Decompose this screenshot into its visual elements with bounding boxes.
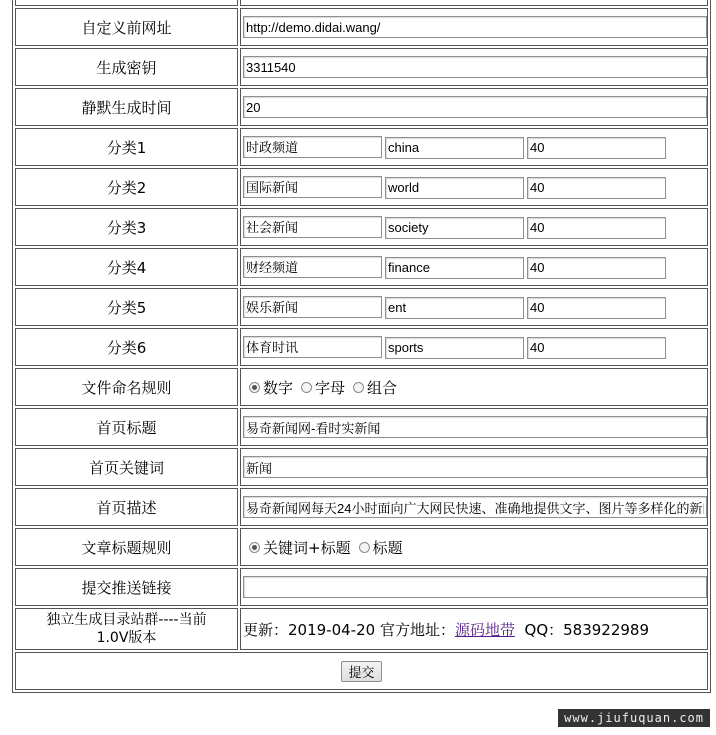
article-title-rule-radio-group	[243, 537, 707, 558]
top-row	[15, 0, 708, 6]
gen-key-input[interactable]	[243, 56, 707, 78]
naming-rule-option-digits[interactable]: 数字	[249, 377, 293, 398]
top-label-cell	[15, 0, 238, 6]
category-2-label: 分类2	[15, 168, 238, 206]
row-silent-time	[15, 88, 708, 126]
category-6-slug-input[interactable]	[385, 337, 524, 359]
settings-table	[12, 0, 711, 693]
radio-selected-icon[interactable]	[249, 382, 260, 393]
home-title-input[interactable]	[243, 416, 707, 438]
category-1-name-input[interactable]	[243, 136, 382, 158]
naming-rule-radio-group	[243, 377, 707, 398]
radio-unselected-icon[interactable]	[353, 382, 364, 393]
row-category-3	[15, 208, 708, 246]
category-6-count-input[interactable]	[527, 337, 666, 359]
home-title-label: 首页标题	[15, 408, 238, 446]
submit-button[interactable]: 提交	[341, 661, 381, 682]
home-keywords-input[interactable]	[243, 456, 707, 478]
category-5-slug-input[interactable]	[385, 297, 524, 319]
category-1-slug-input[interactable]	[385, 137, 524, 159]
naming-rule-option-combined[interactable]: 组合	[353, 377, 397, 398]
category-5-count-input[interactable]	[527, 297, 666, 319]
title-rule-option-title[interactable]: 标题	[359, 537, 403, 558]
footer-label-line1: 独立生成目录站群----当前	[46, 612, 207, 628]
article-title-rule-label: 文章标题规则	[15, 528, 238, 566]
row-home-keywords	[15, 448, 708, 486]
update-text: 更新：2019-04-20 官方地址：	[243, 620, 455, 639]
row-article-title-rule	[15, 528, 708, 566]
row-category-6	[15, 328, 708, 366]
row-gen-key	[15, 48, 708, 86]
qq-text: QQ：583922989	[524, 620, 650, 639]
category-3-name-input[interactable]	[243, 216, 382, 238]
row-category-2	[15, 168, 708, 206]
category-3-slug-input[interactable]	[385, 217, 524, 239]
category-4-count-input[interactable]	[527, 257, 666, 279]
settings-form	[12, 0, 711, 693]
official-site-link[interactable]: 源码地带	[454, 620, 515, 639]
push-link-input[interactable]	[243, 576, 707, 598]
row-home-title	[15, 408, 708, 446]
row-home-desc	[15, 488, 708, 526]
push-link-label: 提交推送链接	[15, 568, 238, 606]
category-5-name-input[interactable]	[243, 296, 382, 318]
category-4-label: 分类4	[15, 248, 238, 286]
naming-rule-option-letters[interactable]: 字母	[301, 377, 345, 398]
category-1-count-input[interactable]	[527, 137, 666, 159]
prefix-url-input[interactable]	[243, 16, 707, 38]
category-6-label: 分类6	[15, 328, 238, 366]
category-5-label: 分类5	[15, 288, 238, 326]
row-naming-rule	[15, 368, 708, 406]
row-category-5	[15, 288, 708, 326]
category-1-label: 分类1	[15, 128, 238, 166]
row-push-link	[15, 568, 708, 606]
category-4-slug-input[interactable]	[385, 257, 524, 279]
footer-label	[15, 608, 238, 650]
gen-key-label: 生成密钥	[15, 48, 238, 86]
top-field-cell	[240, 0, 708, 6]
home-keywords-label: 首页关键词	[15, 448, 238, 486]
naming-rule-label: 文件命名规则	[15, 368, 238, 406]
row-category-4	[15, 248, 708, 286]
category-6-name-input[interactable]	[243, 336, 382, 358]
category-4-name-input[interactable]	[243, 256, 382, 278]
silent-time-label: 静默生成时间	[15, 88, 238, 126]
silent-time-input[interactable]	[243, 96, 707, 118]
row-submit	[15, 652, 708, 690]
prefix-url-label: 自定义前网址	[15, 8, 238, 46]
title-rule-option-keyword-title[interactable]: 关键词+标题	[249, 537, 351, 558]
watermark: www.jiufuquan.com	[558, 709, 710, 727]
footer-info	[240, 608, 708, 650]
row-category-1	[15, 128, 708, 166]
submit-cell	[15, 652, 708, 690]
category-2-name-input[interactable]	[243, 176, 382, 198]
footer-label-line2: 1.0V版本	[96, 630, 157, 646]
radio-unselected-icon[interactable]	[359, 542, 370, 553]
home-desc-label: 首页描述	[15, 488, 238, 526]
home-desc-input[interactable]	[243, 496, 707, 518]
category-3-label: 分类3	[15, 208, 238, 246]
category-2-slug-input[interactable]	[385, 177, 524, 199]
radio-selected-icon[interactable]	[249, 542, 260, 553]
radio-unselected-icon[interactable]	[301, 382, 312, 393]
row-footer-info	[15, 608, 708, 650]
row-prefix-url	[15, 8, 708, 46]
category-2-count-input[interactable]	[527, 177, 666, 199]
category-3-count-input[interactable]	[527, 217, 666, 239]
